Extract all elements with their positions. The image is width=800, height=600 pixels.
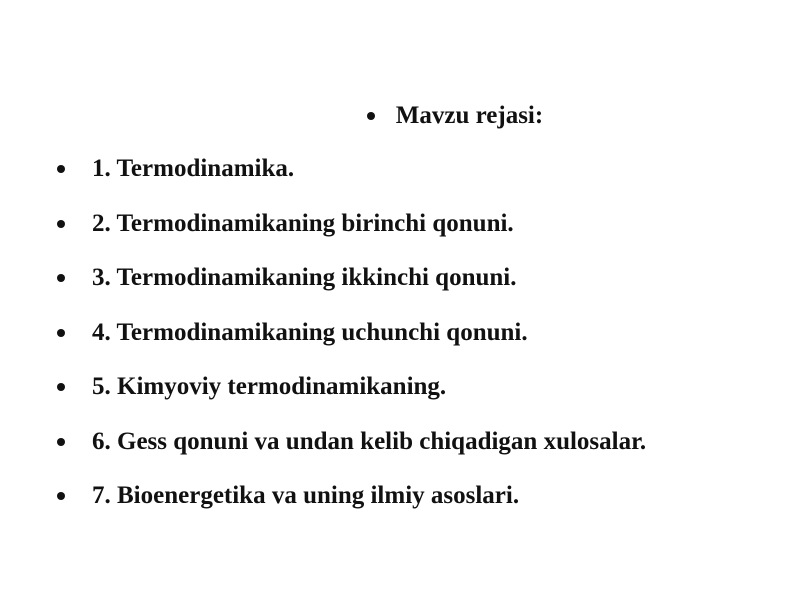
list-item	[57, 197, 787, 252]
list-item-text: 6. Gess qonuni va undan kelib chiqadigan xulosalar.	[92, 427, 647, 455]
list-item	[57, 251, 787, 306]
list-item	[57, 142, 787, 197]
bullet-icon	[57, 329, 65, 337]
list-item-text: 7. Bioenergetika va uning ilmiy asoslari.	[92, 482, 520, 510]
list-item-text: 3. Termodinamikaning ikkinchi qonuni.	[92, 264, 517, 292]
bullet-icon	[57, 220, 65, 228]
topic-list	[57, 142, 787, 524]
list-item	[57, 469, 787, 524]
list-item-text: 5. Kimyoviy termodinamikaning.	[92, 373, 447, 401]
list-item	[57, 415, 787, 470]
list-item-text: 2. Termodinamikaning birinchi qonuni.	[92, 209, 514, 237]
heading-container	[367, 102, 543, 130]
list-item-text: 1. Termodinamika.	[92, 155, 295, 183]
slide-heading: Mavzu rejasi:	[395, 102, 544, 129]
bullet-icon	[57, 383, 65, 391]
bullet-icon	[57, 165, 65, 173]
list-item	[57, 360, 787, 415]
bullet-icon	[57, 492, 65, 500]
bullet-icon	[57, 438, 65, 446]
heading-row	[0, 96, 800, 136]
bullet-icon	[367, 112, 375, 120]
list-item-text: 4. Termodinamikaning uchunchi qonuni.	[92, 318, 528, 346]
list-item	[57, 306, 787, 361]
bullet-icon	[57, 274, 65, 282]
